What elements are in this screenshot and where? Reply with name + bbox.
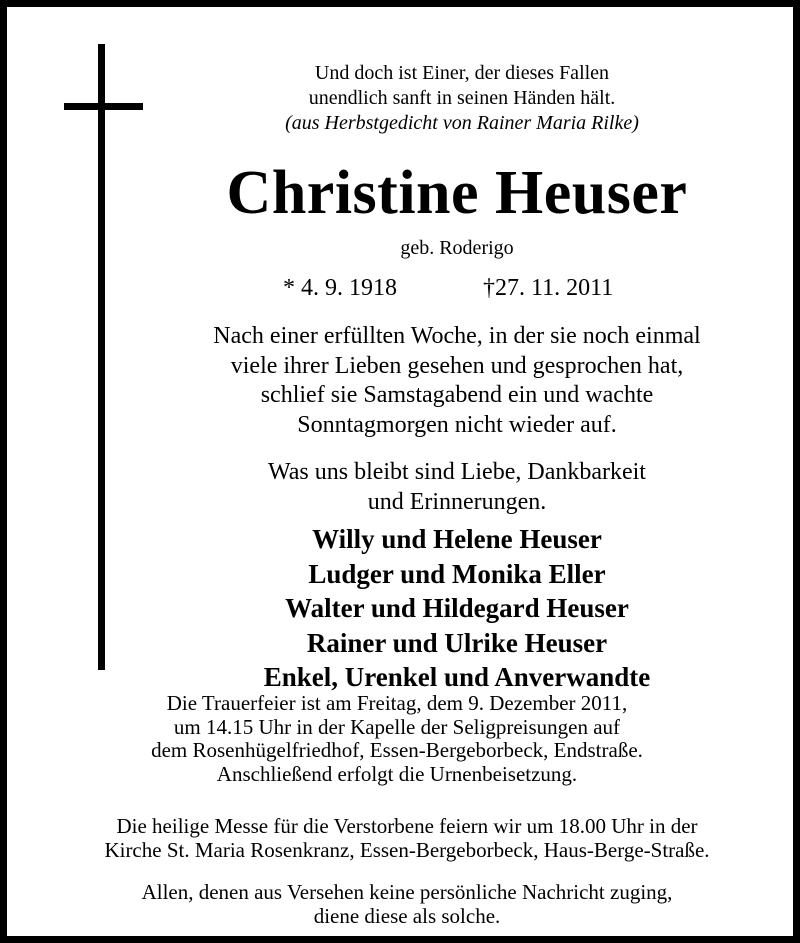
text-line: dem Rosenhügelfriedhof, Essen-Bergeborbeck, Endstraße.	[151, 738, 643, 762]
mourner-entry: Willy und Helene Heuser	[312, 524, 602, 554]
mourners-list	[157, 522, 757, 695]
maiden-name: geb. Roderigo	[400, 237, 514, 259]
closing-note	[57, 881, 757, 928]
text-line: Die heilige Messe für die Verstorbene feiern wir um 18.00 Uhr in der	[116, 814, 698, 838]
text-line: viele ihrer Lieben gesehen und gesprochen hat,	[230, 352, 684, 379]
deceased-name: Christine Heuser	[226, 159, 688, 227]
mourner-entry: Enkel, Urenkel und Anverwandte	[263, 662, 651, 692]
death-date: †27. 11. 2011	[483, 275, 614, 301]
funeral-service-info	[87, 692, 707, 786]
text-line: Die Trauerfeier ist am Freitag, dem 9. Dezember 2011,	[166, 691, 628, 715]
text-line: um 14.15 Uhr in der Kapelle der Seligpreisungen auf	[173, 714, 621, 739]
rilke-quote	[222, 61, 702, 136]
cross-horizontal-bar	[64, 103, 143, 110]
farewell-paragraph	[157, 322, 757, 440]
text-line: schlief sie Samstagabend ein und wachte	[260, 382, 654, 408]
birth-date: * 4. 9. 1918	[283, 275, 397, 301]
text-line: Anschließend erfolgt die Urnenbeisetzung.	[216, 761, 578, 786]
text-line: diene diese als solche.	[313, 903, 501, 928]
text-line: Allen, denen aus Versehen keine persönliche Nachricht zuging,	[141, 880, 673, 904]
text-line: Sonntagmorgen nicht wieder auf.	[297, 411, 617, 438]
text-line: Was uns bleibt sind Liebe, Dankbarkeit	[268, 459, 646, 485]
quote-line: Und doch ist Einer, der dieses Fallen	[314, 62, 610, 84]
quote-source: (aus Herbstgedicht von Rainer Maria Rilke)	[285, 112, 639, 134]
remembrance-paragraph	[157, 457, 757, 517]
mourner-entry: Ludger und Monika Eller	[308, 558, 606, 589]
cross-vertical-bar	[98, 44, 105, 670]
mourner-entry: Rainer und Ulrike Heuser	[306, 627, 608, 658]
text-line: und Erinnerungen.	[367, 489, 547, 515]
text-line: Nach einer erfüllten Woche, in der sie noch einmal	[213, 323, 701, 349]
text-line: Kirche St. Maria Rosenkranz, Essen-Bergeborbeck, Haus-Berge-Straße.	[104, 837, 710, 862]
holy-mass-info	[27, 815, 787, 862]
quote-line: unendlich sanft in seinen Händen hält.	[308, 87, 616, 109]
mourner-entry: Walter und Hildegard Heuser	[285, 593, 629, 623]
